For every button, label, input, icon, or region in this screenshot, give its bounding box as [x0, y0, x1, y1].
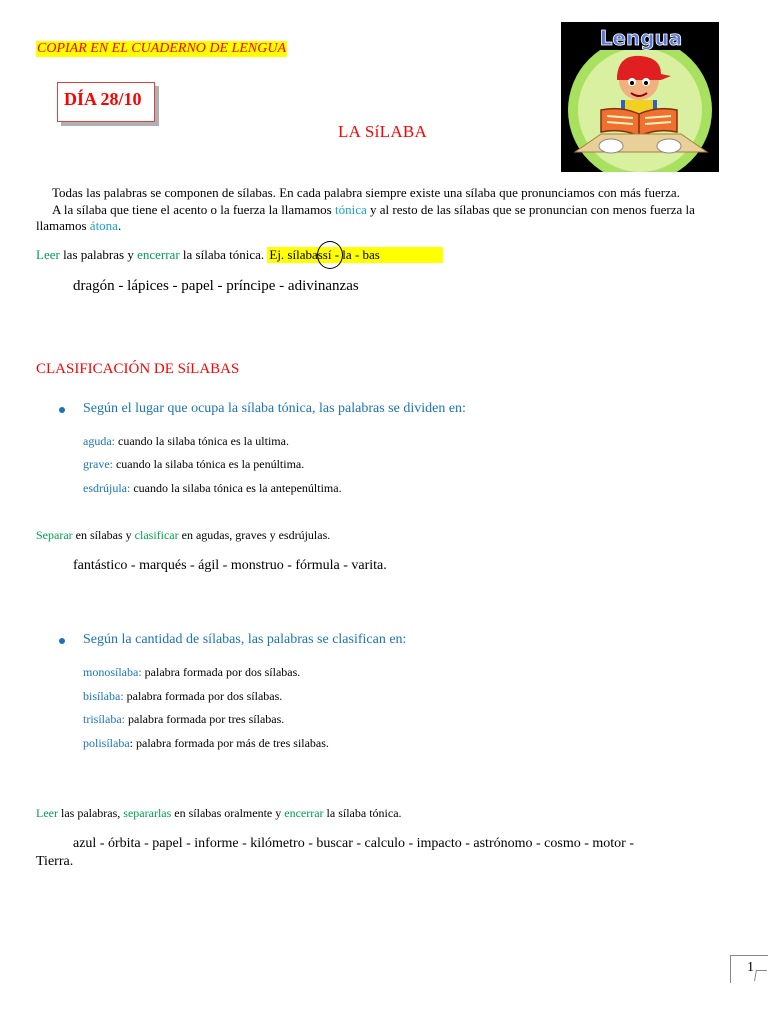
intro-text: llamamos: [36, 218, 90, 233]
term-atona: átona: [89, 218, 118, 233]
page-title: LA SíLABA: [338, 122, 428, 141]
definition: palabra formada por dos sílabas.: [141, 665, 301, 679]
date-label: DÍA 28/10: [64, 89, 142, 109]
section-title: CLASIFICACIÓN DE SíLABAS: [36, 361, 240, 377]
bullet-1: Según el lugar que ocupa la sílaba tónica, las palabras se dividen en:: [83, 401, 466, 416]
verb-leer: Leer: [36, 806, 58, 820]
intro-text: y al resto de las sílabas que se pronuncian con menos fuerza la: [366, 202, 695, 217]
instruction-text: las palabras y: [59, 247, 138, 262]
instruction-text: en sílabas oralmente y: [171, 806, 285, 820]
verb-separarlas: separarlas: [123, 806, 172, 820]
instruction-text: las palabras,: [57, 806, 124, 820]
definition: : palabra formada por más de tres silabas.: [129, 736, 329, 750]
instruction-text: en sílabas y: [72, 528, 135, 542]
intro-line-3: [36, 217, 121, 234]
example-text: Ej. sílabassí - la - bas: [269, 247, 380, 262]
def-monosilaba: [83, 665, 300, 680]
def-grave: [83, 457, 304, 472]
definition: cuando la silaba tónica es la ultima.: [115, 434, 289, 448]
exercise-3-instruction: [36, 806, 402, 821]
exercise-2-words: fantástico - marqués - ágil - monstruo - fórmula - varita.: [73, 558, 387, 573]
reading-boy-icon: [561, 22, 719, 172]
intro-text: A la sílaba que tiene el acento o la fuerza la llamamos: [52, 202, 335, 217]
def-polisilaba: [83, 736, 329, 751]
intro-text: .: [117, 218, 122, 233]
bullet-icon: [59, 407, 65, 413]
term: polisílaba: [83, 736, 130, 750]
def-esdrujula: [83, 481, 342, 496]
exercise-3-words-cont: Tierra.: [36, 854, 74, 869]
def-aguda: [83, 434, 289, 449]
term: trisílaba:: [83, 712, 125, 726]
definition: cuando la silaba tónica es la antepenúltima.: [130, 481, 342, 495]
verb-separar: Separar: [36, 528, 73, 542]
bullet-icon: [59, 638, 65, 644]
intro-line-1: Todas las palabras se componen de sílabas. En cada palabra siempre existe una sílaba que pronunciamos con más fuerza.: [52, 185, 680, 200]
exercise-2-instruction: [36, 528, 330, 543]
def-bisilaba: [83, 689, 282, 704]
definition: palabra formada por tres sílabas.: [125, 712, 285, 726]
verb-encerrar: encerrar: [137, 247, 180, 262]
term-tonica: tónica: [335, 202, 367, 217]
term: esdrújula:: [83, 481, 131, 495]
svg-text:Lengua: Lengua: [599, 26, 683, 50]
def-trisilaba: [83, 712, 284, 727]
exercise-1-words: dragón - lápices - papel - príncipe - adivinanzas: [73, 278, 359, 294]
exercise-3-words: azul - órbita - papel - informe - kilómetro - buscar - calculo - impacto - astrónomo - cosmo - motor -: [73, 836, 634, 851]
definition: cuando la silaba tónica es la penúltima.: [112, 457, 305, 471]
verb-encerrar: encerrar: [284, 806, 324, 820]
instruction-text: en agudas, graves y esdrújulas.: [178, 528, 331, 542]
instruction-text: la sílaba tónica.: [323, 806, 402, 820]
example-highlight: [267, 247, 443, 263]
intro-line-2: [52, 201, 695, 218]
example-circle: [317, 241, 343, 269]
page-number-label: 1: [747, 960, 754, 975]
term: aguda:: [83, 434, 115, 448]
verb-clasificar: clasificar: [134, 528, 179, 542]
instruction-text: la sílaba tónica.: [179, 247, 268, 262]
term: monosílaba:: [83, 665, 142, 679]
page-number: [730, 955, 768, 983]
verb-leer: Leer: [36, 247, 60, 262]
date-box: [57, 82, 155, 122]
exercise-1-instruction: [36, 247, 443, 263]
term: grave:: [83, 457, 113, 471]
bullet-2: Según la cantidad de sílabas, las palabras se clasifican en:: [83, 632, 407, 647]
definition: palabra formada por dos sílabas.: [123, 689, 283, 703]
lengua-logo: [561, 22, 719, 172]
term: bisílaba:: [83, 689, 124, 703]
copy-instruction: COPIAR EN EL CUADERNO DE LENGUA: [37, 41, 287, 56]
page-curl-icon: [754, 970, 767, 981]
